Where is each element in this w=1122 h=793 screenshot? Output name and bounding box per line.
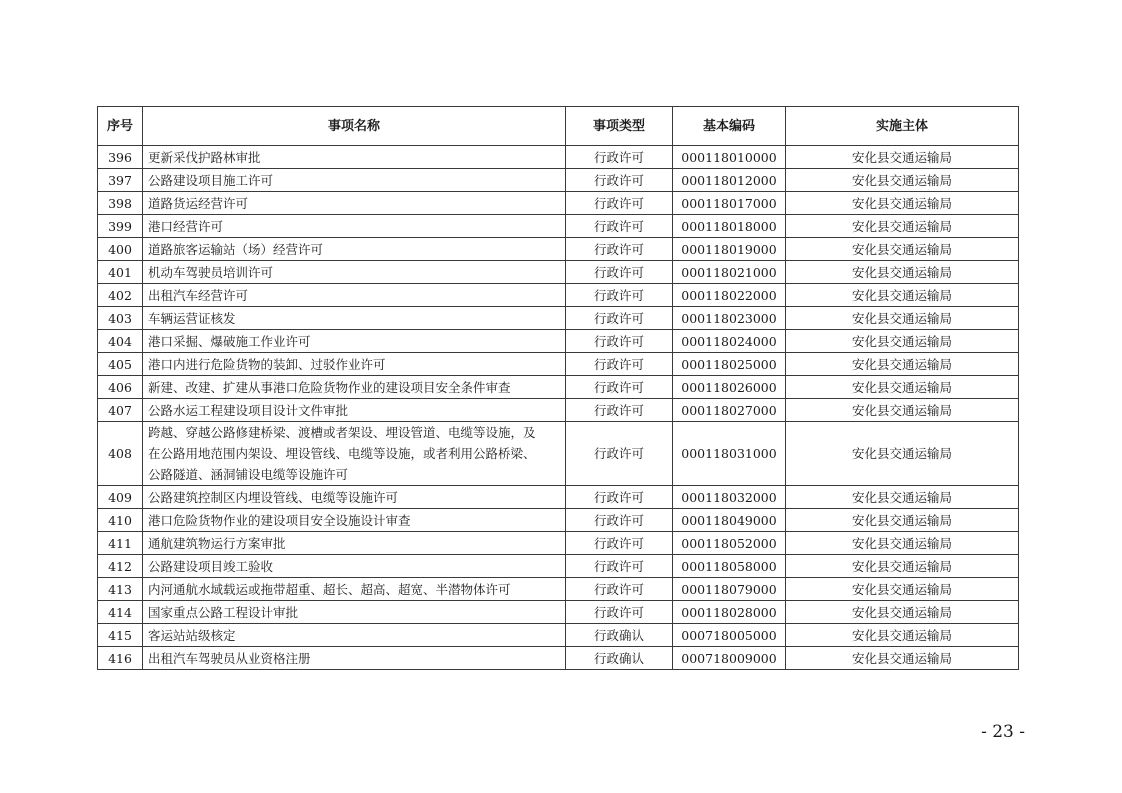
table-row [98,532,1019,555]
cell-no: 413 [98,578,143,601]
header-org: 实施主体 [786,107,1019,146]
cell-name: 公路水运工程建设项目设计文件审批 [143,399,566,422]
cell-org: 安化县交通运输局 [786,647,1019,670]
cell-org: 安化县交通运输局 [786,555,1019,578]
cell-name-line: 在公路用地范围内架设、埋设管线、电缆等设施，或者利用公路桥梁、 [148,446,536,461]
cell-code: 000118028000 [673,601,786,624]
table-row [98,578,1019,601]
table-row [98,146,1019,169]
cell-no: 397 [98,169,143,192]
cell-no: 403 [98,307,143,330]
cell-type: 行政许可 [566,192,673,215]
cell-name: 公路建筑控制区内埋设管线、电缆等设施许可 [143,486,566,509]
cell-type: 行政许可 [566,578,673,601]
cell-org: 安化县交通运输局 [786,601,1019,624]
cell-no: 401 [98,261,143,284]
cell-type: 行政许可 [566,601,673,624]
table-row [98,486,1019,509]
cell-type: 行政许可 [566,422,673,486]
table-row [98,624,1019,647]
cell-org: 安化县交通运输局 [786,532,1019,555]
cell-org: 安化县交通运输局 [786,215,1019,238]
cell-code: 000118031000 [673,422,786,486]
cell-org: 安化县交通运输局 [786,284,1019,307]
cell-type: 行政许可 [566,169,673,192]
cell-code: 000118024000 [673,330,786,353]
cell-type: 行政许可 [566,532,673,555]
cell-name: 国家重点公路工程设计审批 [143,601,566,624]
cell-no: 404 [98,330,143,353]
cell-type: 行政许可 [566,215,673,238]
cell-no: 411 [98,532,143,555]
cell-name: 内河通航水域载运或拖带超重、超长、超高、超宽、半潜物体许可 [143,578,566,601]
cell-org: 安化县交通运输局 [786,307,1019,330]
cell-name [143,422,566,486]
header-no: 序号 [98,107,143,146]
cell-org: 安化县交通运输局 [786,422,1019,486]
cell-org: 安化县交通运输局 [786,376,1019,399]
cell-no: 402 [98,284,143,307]
table-row [98,509,1019,532]
cell-code: 000718005000 [673,624,786,647]
table-header-row [98,107,1019,146]
cell-org: 安化县交通运输局 [786,192,1019,215]
table-row [98,601,1019,624]
table-row [98,169,1019,192]
cell-type: 行政许可 [566,307,673,330]
table-row [98,284,1019,307]
cell-name: 车辆运营证核发 [143,307,566,330]
page-number: - 23 - [981,722,1025,742]
cell-name: 新建、改建、扩建从事港口危险货物作业的建设项目安全条件审查 [143,376,566,399]
cell-type: 行政确认 [566,647,673,670]
cell-code: 000118049000 [673,509,786,532]
cell-code: 000118032000 [673,486,786,509]
cell-type: 行政许可 [566,399,673,422]
cell-org: 安化县交通运输局 [786,146,1019,169]
table-row [98,238,1019,261]
cell-code: 000118052000 [673,532,786,555]
cell-code: 000118026000 [673,376,786,399]
cell-type: 行政许可 [566,261,673,284]
cell-no: 409 [98,486,143,509]
table-row [98,422,1019,486]
cell-name: 通航建筑物运行方案审批 [143,532,566,555]
cell-no: 407 [98,399,143,422]
cell-code: 000118079000 [673,578,786,601]
cell-type: 行政许可 [566,238,673,261]
table-row [98,353,1019,376]
table-row [98,261,1019,284]
cell-no: 416 [98,647,143,670]
cell-no: 415 [98,624,143,647]
cell-type: 行政许可 [566,146,673,169]
cell-name: 更新采伐护路林审批 [143,146,566,169]
cell-type: 行政许可 [566,353,673,376]
cell-code: 000118058000 [673,555,786,578]
cell-org: 安化县交通运输局 [786,169,1019,192]
table-row [98,215,1019,238]
header-code: 基本编码 [673,107,786,146]
cell-type: 行政许可 [566,376,673,399]
cell-name: 机动车驾驶员培训许可 [143,261,566,284]
cell-no: 408 [98,422,143,486]
cell-code: 000118023000 [673,307,786,330]
cell-name: 港口经营许可 [143,215,566,238]
cell-name: 道路旅客运输站（场）经营许可 [143,238,566,261]
header-name: 事项名称 [143,107,566,146]
cell-org: 安化县交通运输局 [786,399,1019,422]
cell-no: 414 [98,601,143,624]
cell-org: 安化县交通运输局 [786,261,1019,284]
cell-code: 000718009000 [673,647,786,670]
cell-code: 000118019000 [673,238,786,261]
cell-org: 安化县交通运输局 [786,486,1019,509]
cell-code: 000118018000 [673,215,786,238]
cell-type: 行政许可 [566,486,673,509]
cell-org: 安化县交通运输局 [786,353,1019,376]
cell-type: 行政许可 [566,330,673,353]
cell-code: 000118021000 [673,261,786,284]
cell-code: 000118025000 [673,353,786,376]
items-table [97,106,1019,670]
cell-no: 399 [98,215,143,238]
cell-code: 000118027000 [673,399,786,422]
cell-no: 405 [98,353,143,376]
cell-type: 行政许可 [566,284,673,307]
cell-name: 客运站站级核定 [143,624,566,647]
table-row [98,555,1019,578]
table-row [98,192,1019,215]
table-row [98,376,1019,399]
cell-type: 行政许可 [566,555,673,578]
cell-no: 410 [98,509,143,532]
cell-no: 398 [98,192,143,215]
table-row [98,399,1019,422]
cell-name: 公路建设项目施工许可 [143,169,566,192]
table-row [98,307,1019,330]
cell-code: 000118010000 [673,146,786,169]
cell-name-line: 公路隧道、涵洞铺设电缆等设施许可 [148,467,349,482]
cell-no: 406 [98,376,143,399]
cell-name: 公路建设项目竣工验收 [143,555,566,578]
cell-org: 安化县交通运输局 [786,330,1019,353]
cell-code: 000118012000 [673,169,786,192]
cell-name: 港口内进行危险货物的装卸、过驳作业许可 [143,353,566,376]
cell-org: 安化县交通运输局 [786,509,1019,532]
cell-org: 安化县交通运输局 [786,624,1019,647]
cell-name: 港口采掘、爆破施工作业许可 [143,330,566,353]
cell-name: 出租汽车驾驶员从业资格注册 [143,647,566,670]
header-type: 事项类型 [566,107,673,146]
cell-name-line: 跨越、穿越公路修建桥梁、渡槽或者架设、埋设管道、电缆等设施，及 [148,425,536,440]
cell-org: 安化县交通运输局 [786,238,1019,261]
cell-name: 出租汽车经营许可 [143,284,566,307]
cell-no: 396 [98,146,143,169]
table-row [98,330,1019,353]
cell-name: 港口危险货物作业的建设项目安全设施设计审查 [143,509,566,532]
cell-name: 道路货运经营许可 [143,192,566,215]
cell-org: 安化县交通运输局 [786,578,1019,601]
cell-no: 412 [98,555,143,578]
cell-code: 000118022000 [673,284,786,307]
cell-no: 400 [98,238,143,261]
cell-type: 行政许可 [566,509,673,532]
cell-code: 000118017000 [673,192,786,215]
cell-type: 行政确认 [566,624,673,647]
table-row [98,647,1019,670]
